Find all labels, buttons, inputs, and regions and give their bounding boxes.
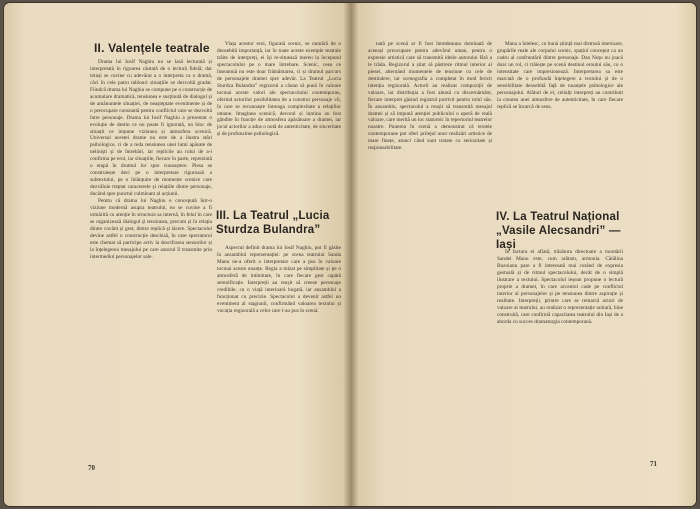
right-column-2-top	[497, 41, 623, 206]
left-column-1	[90, 59, 212, 464]
section-ii-heading: II. Valențele teatrale	[94, 41, 210, 55]
right-column-2-bottom	[497, 249, 623, 457]
left-col2b-text: Aspectul definit drama lui Iosif Naghiu, pot fi găsite în ansamblul reprezentației: pe scena teatrului Sanda Manu ne-a oferit o interpretare care a pus în valoare tocmai aceste nuanțe. Regia a mizat pe simplitate și pe o atmosferă de intimitate, în care fiecare gest capătă semnificație. Interpreții au reușit să creeze personaje credibile, cu o viață interioară bogată, iar ansamblul a funcționat cu precizie. Spectacolul a devenit astfel un eveniment al stagiunii, confirmând valoarea textului și vocația regizorală a celor care l-au pus în scenă.	[217, 245, 341, 314]
right-col2b-text: În factura ei aflată, trăsătura directoare a montării Sandei Manu este, cum arătam, armonia. Cătălina Buzoianu pare a fi interesată mai curând de expresia gestuală și de ritmul spectacolului, decât de o simplă ilustrare a textului. Spectacolul ieșean propune o lectură proprie a dramei, în care accentul cade pe conflictul interior al personajelor și pe tensiunea dintre aspirație și realitate. Interpreții, printre care se remarcă actori de valoare ai teatrului, au realizat o reprezentație unitară, bine construită, care confirmă capacitatea teatrului din Iași de a aborda cu succes dramaturgia contemporană.	[497, 249, 623, 325]
left-col1b-text: Pentru că drama lui Naghiu e concepută într-o viziune modernă asupra teatrului, ea se cuvine a fi urmărită cu atenție în structura sa internă, în felul în care se organizează dialogul și tensiunea, precum și în relația dintre cuvânt și gest, dintre replică și tăcere. Spectacolul devine astfel o construcție deschisă, în care spectatorul este chemat să participe activ la descifrarea sensurilor și la înțelegerea mesajului pe care autorul îl transmite prin intermediul personajelor sale.	[90, 198, 212, 260]
section-iii-heading: III. La Teatrul „Lucia Sturdza Bulandra”	[216, 210, 330, 236]
book-gutter	[344, 3, 358, 506]
left-col1-text: Drama lui Iosif Naghiu nu se lasă lecturată și interpretată în rigoarea căutată de o lectură fidelă; dar totuși se cuvine cu adevărat a o interpreta ca o dramă, căci în cele patru tablouri situațiile se dezvoltă gradat. Fiindcă drama lui Naghiu se compune pe o construcție de acumulare dramatică, tensiunea e susținută de dialogul și de amănuntele situației, de neașteptate evenimente și de o preocupare constantă pentru conflictul care se dezvoltă între personaje. Drama lui Iosif Naghiu a prezentat o evoluție de destin ce nu poate fi ignorată, un bloc de situații ce impune viziunea și atmosfera scenică. Universul acestei drame nu este de a ilustra stări psihologice, ci de a reda tensiunea unei lumi apăsate de neliniști și de întrebări, iar replicile au rolul de a-i confirma pe eroi, iar situațiile, fiecare în parte, reprezintă o etapă în drumul lor spre cunoaștere. Piesa se construiește deci pe o interpretare riguroasă a subtextului, pe o înlănțuire de momente scenice care dezvăluie treptat caracterele și relațiile dintre personaje, ducând spre punctul culminant al acțiunii.	[90, 59, 212, 198]
section-iv-heading: IV. La Teatrul Național „Vasile Alecsandri” — Iași	[496, 211, 621, 251]
left-col2-text: Viața acestor eroi, figurată scenic, se numără de o deosebită importanță, iar în toate aceste exemple teatrale trăite de interpreți, ei își re-situează mereu la începutul spectacolului pe o mare întrebare. Scenic, ceea ce înseamnă nu este doar frământarea, ci și drumul parcurs de personajele dramei spre adevăr. La Teatrul „Lucia Sturdza Bulandra” regizorul a căutat să pună în valoare tocmai aceste valori ale spectacolului contemporan, oferind actorilor posibilitatea de a construi personaje vii, în care se recunoaște întreaga complexitate a relațiilor umane. Imaginea scenică, decorul și lumina au fost gândite în funcție de atmosfera apăsătoare a dramei, iar jocul actorilor a adus o notă de autenticitate, de sinceritate și de profunzime psihologică.	[217, 41, 341, 138]
page-number-left: 70	[88, 464, 95, 472]
right-col2-text: Mana a întelesc, cu bună știință mai distrusă interioare, grupările reale ale corpului scenic, spațiul conceput ca un cadru al confruntării dintre personaje. Dan Nuțu nu joacă doar un rol, ci trăiește pe scenă destinul eroului său, cu o intensitate care impresionează. Interpretarea sa este marcată de o profundă înțelegere a textului și de o sensibilitate deosebită față de nuanțele psihologice ale personajului. Alături de el, ceilalți interpreți au contribuit la crearea unei atmosfere de autenticitate, în care fiecare replică se încarcă de sens.	[497, 41, 623, 110]
left-column-2-top	[217, 41, 341, 206]
right-column-1	[368, 41, 492, 461]
book-spread	[4, 3, 696, 506]
right-col1-text: nată pe scenă ar fi fost întotdeauna dominată de aceeași preocupare pentru adevărul uman, pentru o expresie artistică care să transmită ideile autorului fără a le trăda. Regizorul a știut să păstreze ritmul interior al piesei, alternând momentele de tensiune cu cele de destindere, iar scenografia a completat în mod fericit intenția regizorală. Actorii au realizat compoziții de valoare, iar distribuția a fost aleasă cu discernământ, fiecare interpret găsind registrul potrivit pentru rolul său. În ansamblu, spectacolul a reușit să transmită mesajul dramei și să impună atenției publicului o operă de reală valoare, care merită un loc statornic în repertoriul teatrelor noastre. Punerea în scenă a demonstrat că textele contemporane pot oferi prilejul unor realizări artistice de mare finețe, atunci când sunt tratate cu seriozitate și responsabilitate.	[368, 41, 492, 152]
page-number-right: 71	[650, 460, 657, 468]
left-column-2-bottom	[217, 245, 341, 481]
